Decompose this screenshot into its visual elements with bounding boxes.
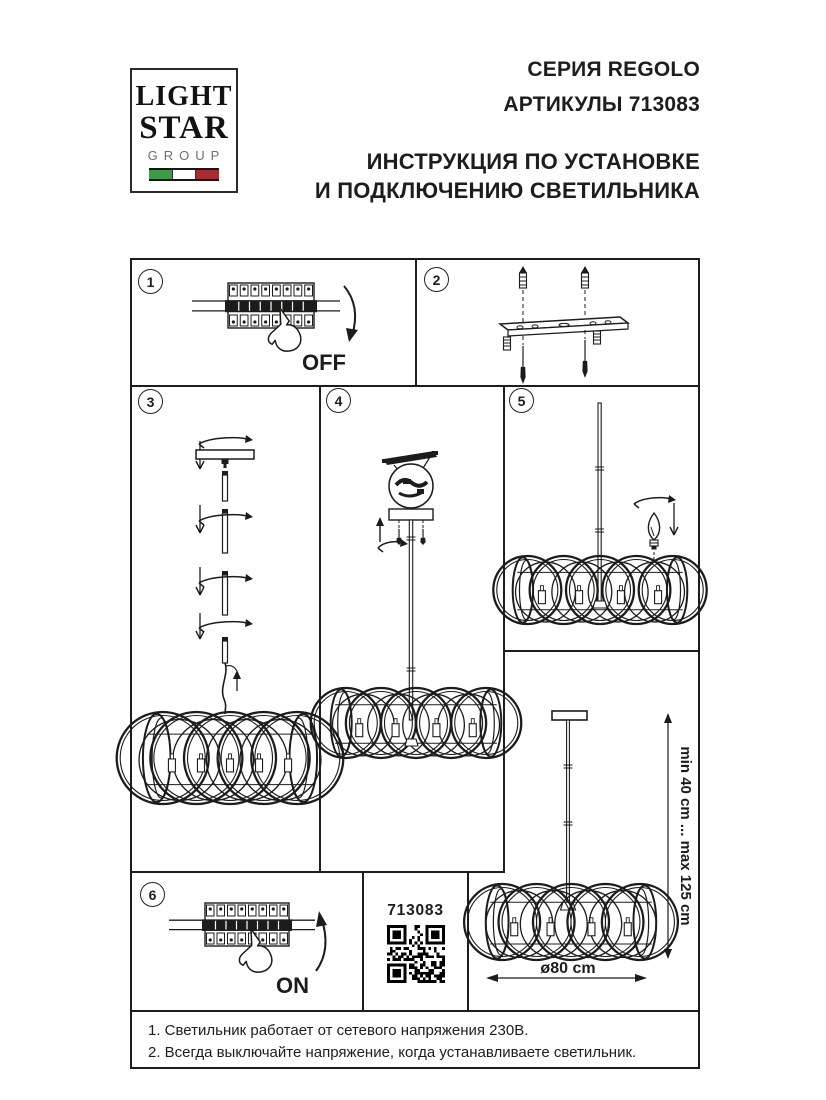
note-line-1: 1. Светильник работает от сетевого напряжения 230В. xyxy=(148,1022,529,1039)
step2-mounting-bracket-illustration xyxy=(415,258,700,385)
italy-flag-icon xyxy=(149,168,219,181)
step3-badge: 3 xyxy=(138,389,163,414)
step5-badge: 5 xyxy=(509,388,534,413)
header-text xyxy=(315,58,700,205)
instruction-title-line2: И ПОДКЛЮЧЕНИЮ СВЕТИЛЬНИКА xyxy=(314,178,700,203)
articles-title: АРТИКУЛЫ 713083 xyxy=(503,93,700,116)
step3-assembly-illustration xyxy=(130,387,320,869)
step1-breaker-off-illustration xyxy=(130,258,416,385)
lightstar-logo xyxy=(130,68,238,193)
step5-bulb-install-illustration xyxy=(504,387,700,648)
flag-white xyxy=(172,170,197,179)
step2-badge: 2 xyxy=(424,267,449,292)
flag-red xyxy=(196,170,219,179)
instruction-title xyxy=(315,147,700,205)
step1-badge: 1 xyxy=(138,269,163,294)
step6-badge: 6 xyxy=(140,882,165,907)
article-number: 713083 xyxy=(387,902,444,919)
instruction-title-line1: ИНСТРУКЦИЯ ПО УСТАНОВКЕ xyxy=(366,149,700,174)
note-line-2: 2. Всегда выключайте напряжение, когда устанавливаете светильник. xyxy=(148,1044,637,1061)
logo-word-light: LIGHT xyxy=(135,81,233,112)
logo-word-star: STAR xyxy=(139,110,229,146)
height-range-label: min 40 cm ... max 125 cm xyxy=(677,746,694,926)
on-label: ON xyxy=(276,973,309,998)
diameter-label: ø80 cm xyxy=(540,960,596,977)
logo-word-group: GROUP xyxy=(147,148,226,163)
off-label: OFF xyxy=(302,350,346,375)
qr-code xyxy=(387,925,445,983)
article-qr-cell xyxy=(364,873,467,1010)
series-title: СЕРИЯ REGOLO xyxy=(527,58,700,81)
dimensions-drawing xyxy=(468,651,700,1008)
notes-box xyxy=(132,1012,708,1075)
step4-badge: 4 xyxy=(326,388,351,413)
flag-green xyxy=(149,170,172,179)
